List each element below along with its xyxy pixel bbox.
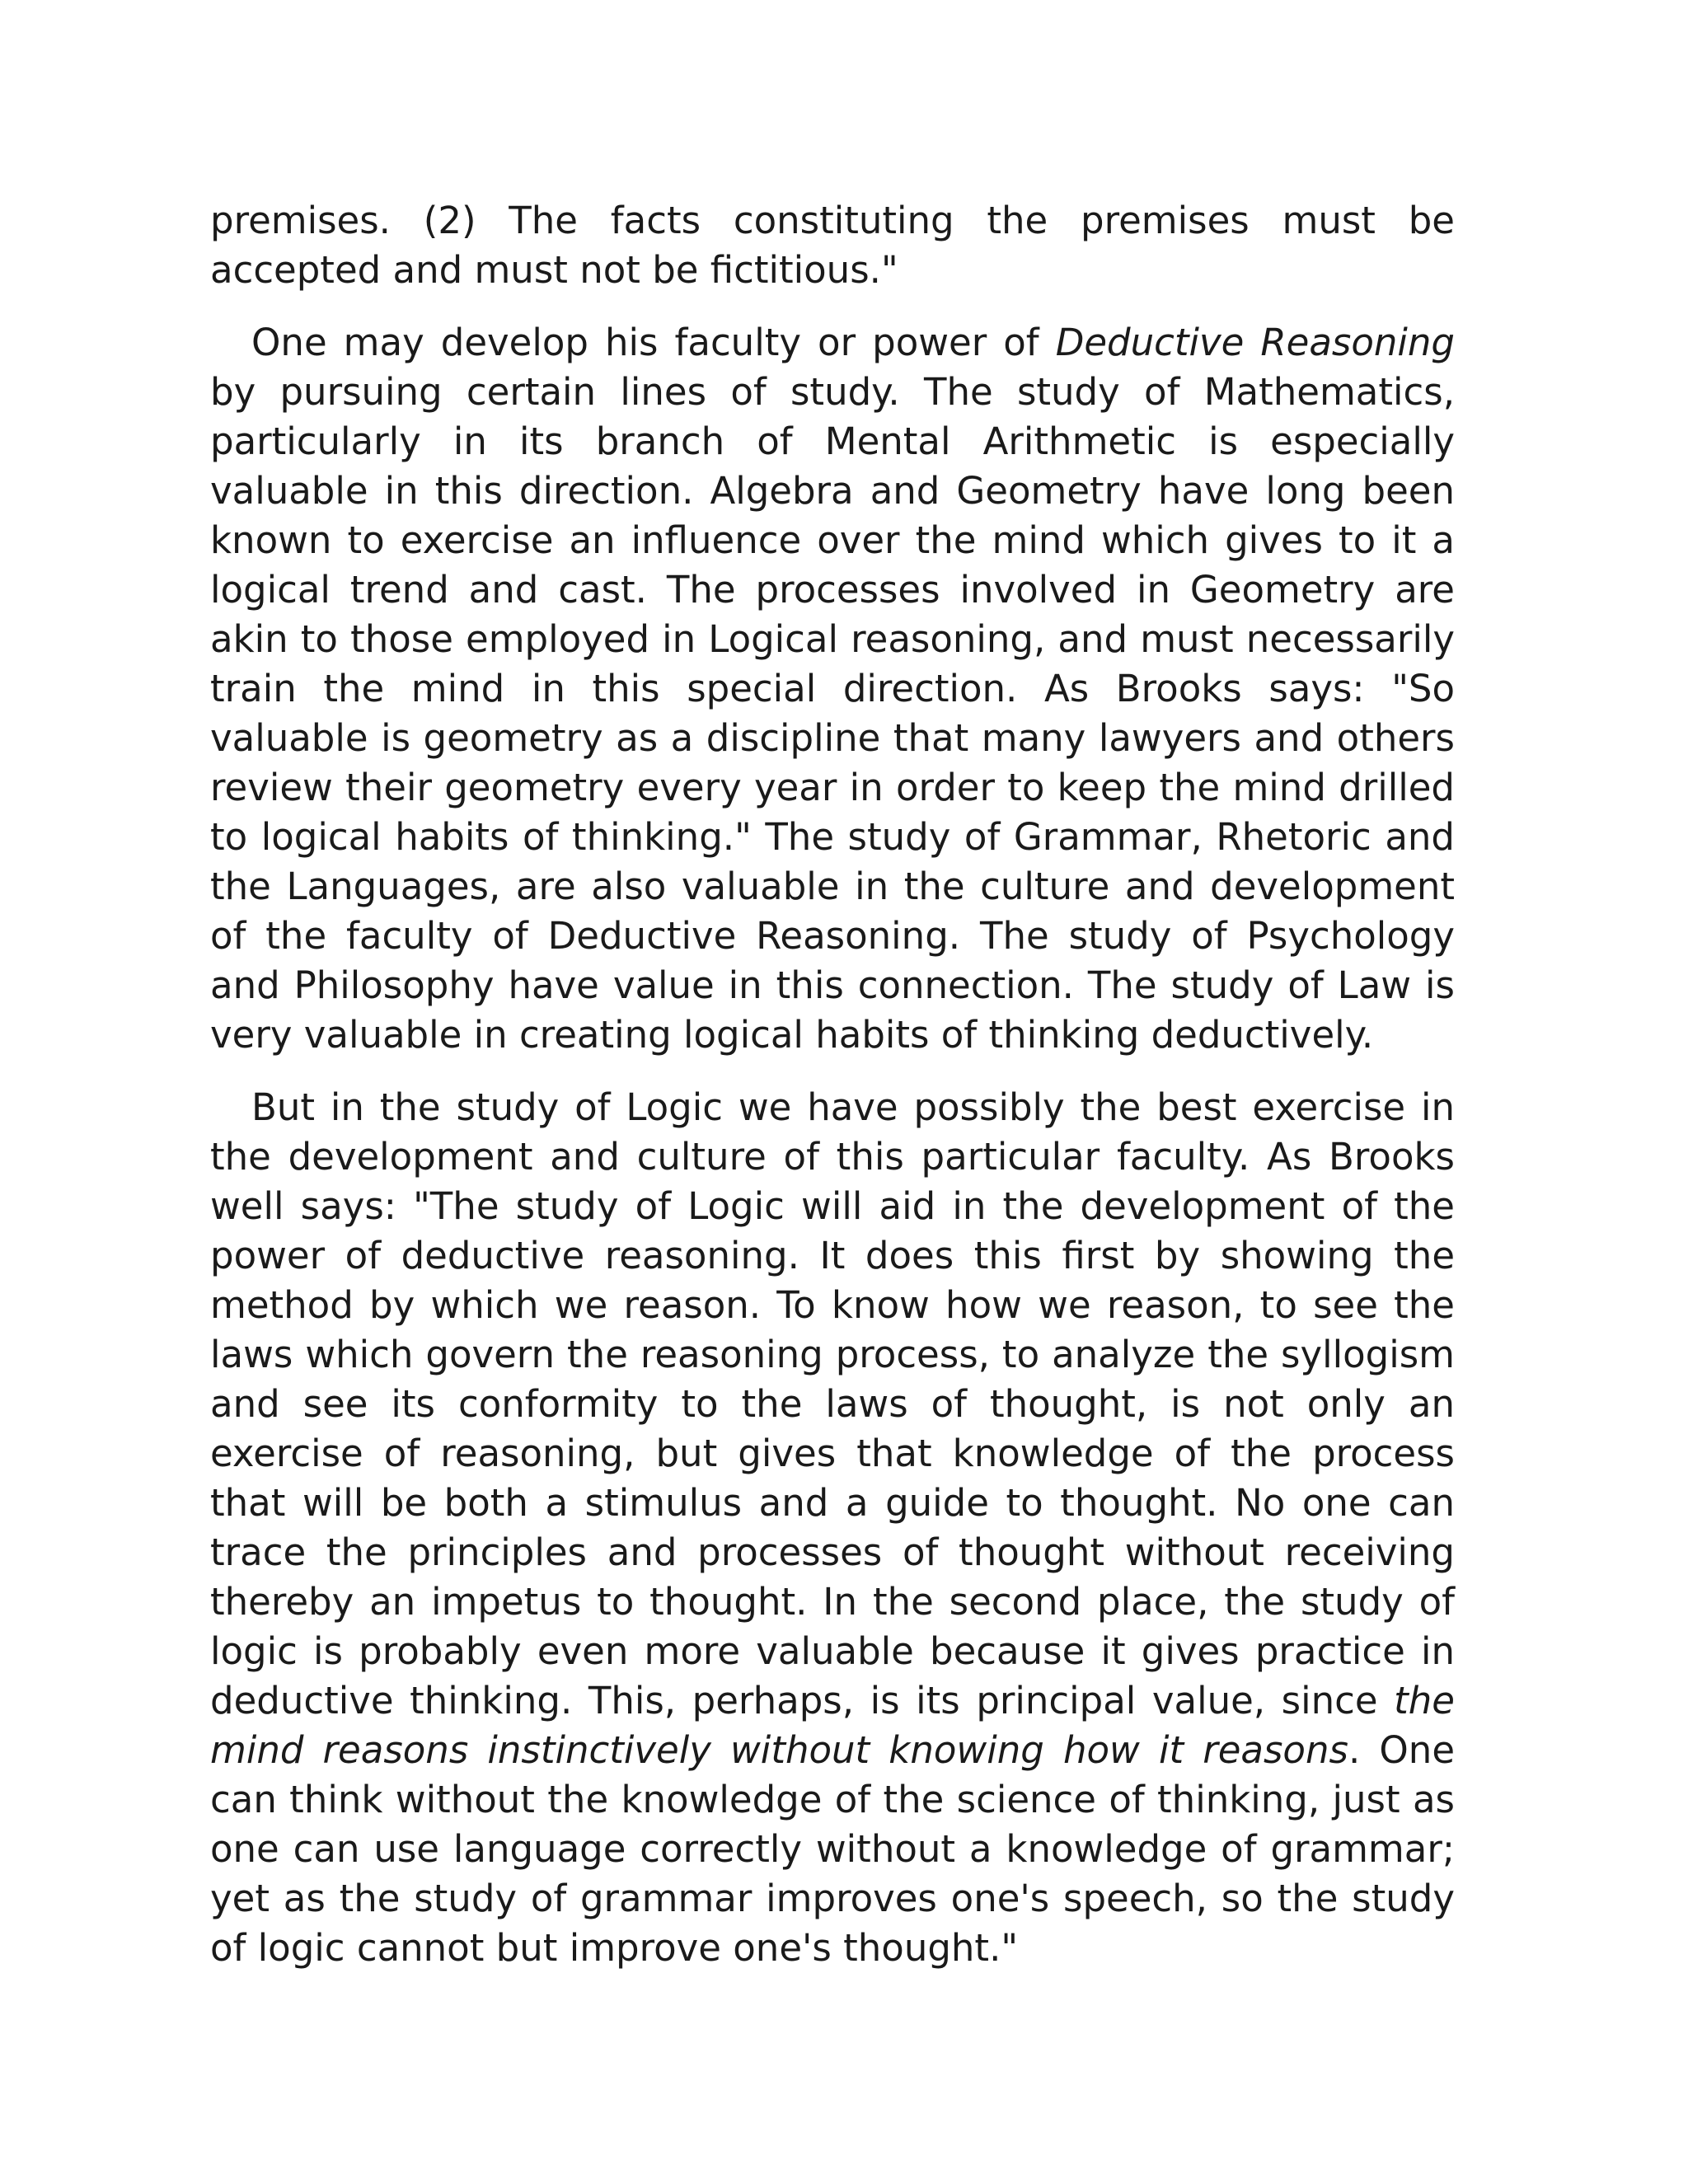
italic-phrase: Deductive Reasoning xyxy=(1055,321,1455,364)
text-segment: But in the study of Logic we have possibly the best exercise in the development and culture of this particular faculty. As Brooks well says: "The study of Logic will aid in the development of the power of deductive reasoning. It does this first by showing the method by which we reason. To know how we reason, to see the laws which govern the reasoning process, to analyze the syllogism and see its conformity to the laws of thought, is not only an exercise of reasoning, but gives that knowledge of the process that will be both a stimulus and a guide to thought. No one can trace the principles and processes of thought without receiving thereby an impetus to thought. In the second place, the study of logic is probably even more valuable because it gives practice in deductive thinking. This, perhaps, is its principal value, since xyxy=(210,1085,1455,1722)
text-segment: . One can think without the knowledge of the science of thinking, just as one can use language correctly without a knowledge of grammar; yet as the study of grammar improves one's speech, so the study of logic cannot but improve one's thought." xyxy=(210,1728,1456,1970)
paragraph-3 xyxy=(210,1083,1455,1973)
paragraph-2 xyxy=(210,318,1455,1060)
paragraph-1 xyxy=(210,196,1455,295)
text-segment: by pursuing certain lines of study. The study of Mathematics, particularly in its branch of Mental Arithmetic is especially valuable in this direction. Algebra and Geometry have long been known to exercise an influence over the mind which gives to it a logical trend and cast. The processes involved in Geometry are akin to those employed in Logical reasoning, and must necessarily train the mind in this special direction. As Brooks says: "So valuable is geometry as a discipline that many lawyers and others review their geometry every year in order to keep the mind drilled to logical habits of thinking." The study of Grammar, Rhetoric and the Languages, are also valuable in the culture and development of the faculty of Deductive Reasoning. The study of Psychology and Philosophy have value in this connection. The study of Law is very valuable in creating logical habits of thinking deductively. xyxy=(210,370,1455,1057)
text-segment: One may develop his faculty or power of xyxy=(251,321,1056,364)
document-page xyxy=(210,196,1455,1996)
text-segment: premises. (2) The facts constituting the premises must be accepted and must not be fictitious." xyxy=(210,199,1455,292)
italic-phrase: the mind reasons instinctively without knowing how it reasons xyxy=(210,1679,1455,1772)
